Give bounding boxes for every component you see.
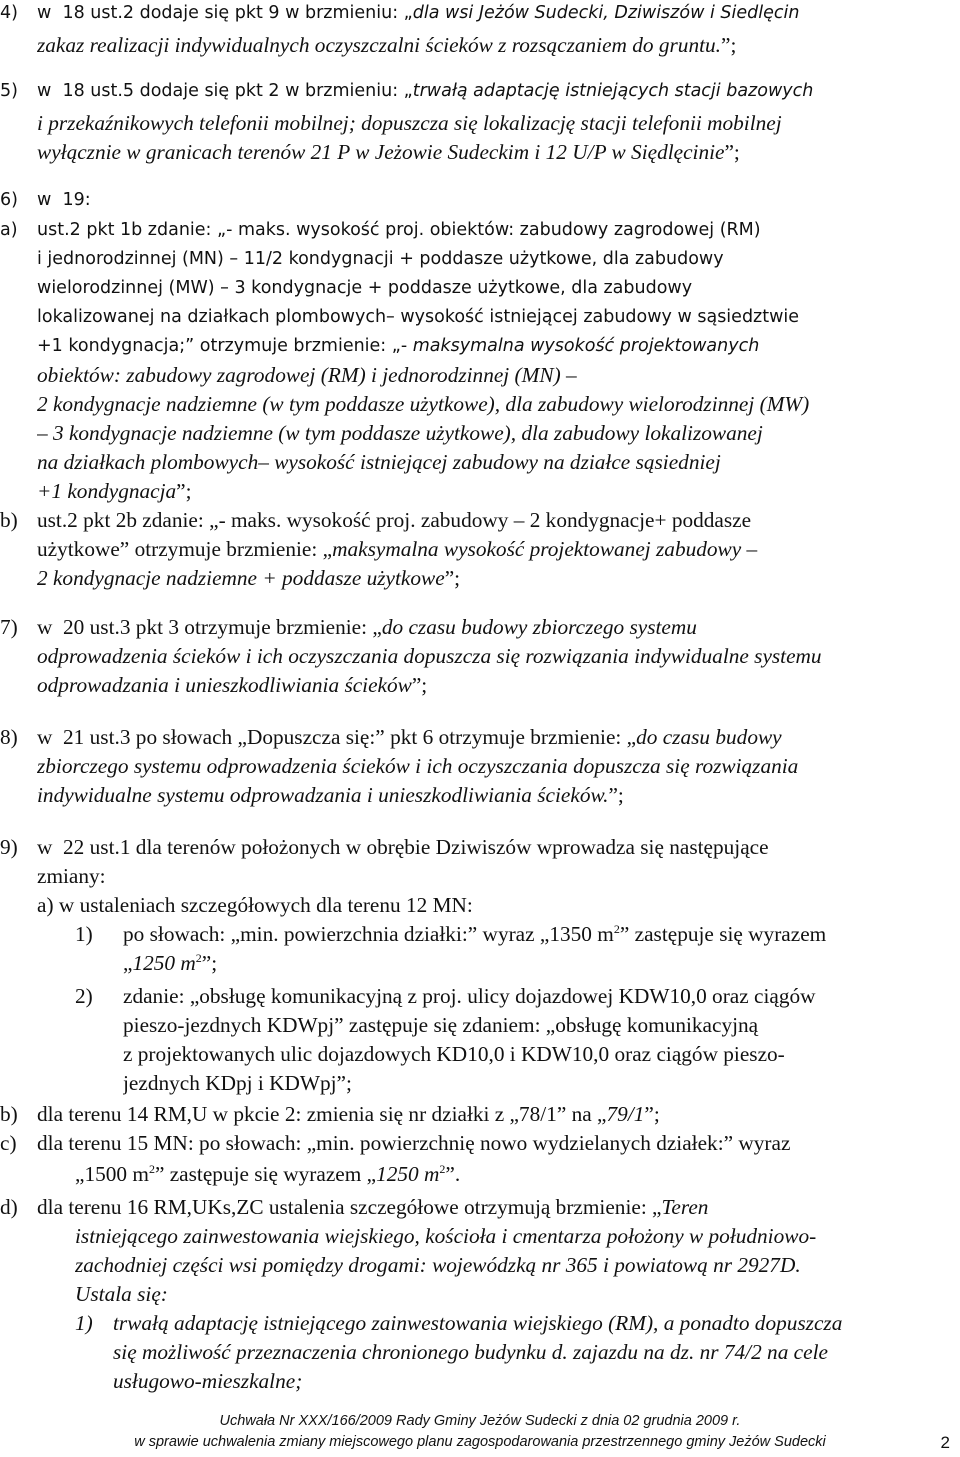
item-7-line-3: [37, 672, 958, 699]
item-9d1-line-2: [113, 1339, 958, 1366]
item-6a-close: ”;: [176, 479, 192, 503]
item-9a2-line-1: [75, 983, 958, 1010]
item-7-number: 7): [0, 615, 18, 639]
item-4-text: w 18 ust.2 dodaje się pkt 9 w brzmieniu: „: [37, 3, 413, 23]
item-6a-text-1: ust.2 pkt 1b zdanie: „- maks. wysokość proj. obiektów: zabudowy zagrodowej (RM): [37, 220, 761, 240]
item-9d-quote: Teren: [661, 1195, 709, 1219]
item-6a-line-8: [37, 420, 958, 447]
item-9-text: w 22 ust.1 dla terenów położonych w obrębie Dziwiszów wprowadza się następujące: [37, 835, 769, 859]
item-9a1-line-2: [123, 950, 958, 977]
footer-line-2: w sprawie uchwalenia zmiany miejscowego planu zagospodarowania przestrzennego gminy Jeżów Sudecki: [134, 1434, 826, 1450]
item-9a2-text-1: zdanie: „obsługę komunikacyjną z proj. ulicy dojazdowej KDW10,0 oraz ciągów: [123, 984, 816, 1008]
item-9c-sup-2: 2: [439, 1161, 446, 1176]
item-9d-label: d): [0, 1195, 18, 1219]
item-9a1-text-b: ” zastępuje się wyrazem: [619, 922, 827, 946]
item-7-text: w 20 ust.3 pkt 3 otrzymuje brzmienie: „: [37, 615, 382, 639]
item-6b-text-2: użytkowe” otrzymuje brzmienie: „: [37, 537, 333, 561]
item-9a2-number: 2): [75, 984, 93, 1008]
item-9d-quote-4: Ustala się:: [75, 1282, 168, 1306]
item-5-quote-3: wyłącznie w granicach terenów 21 P w Jeżowie Sudeckim i 12 U/P w Siędlęcinie: [37, 140, 725, 164]
item-9d-quote-3: zachodniej części wsi pomiędzy drogami: wojewódzką nr 365 i powiatową nr 2927D.: [75, 1253, 801, 1277]
item-9b-close: ”;: [644, 1102, 660, 1126]
item-9d-line-4: [75, 1281, 958, 1308]
item-4-quote-cont: zakaz realizacji indywidualnych oczyszczalni ścieków z rozsączaniem do gruntu.: [37, 33, 721, 57]
item-6a-label: a): [0, 220, 18, 240]
item-9-number: 9): [0, 835, 18, 859]
item-9b-line: [0, 1101, 958, 1128]
item-8-text: w 21 ust.3 po słowach „Dopuszcza się:” pkt 6 otrzymuje brzmienie: „: [37, 725, 637, 749]
item-6a-line-10: [37, 478, 958, 505]
item-6a-quote-10: +1 kondygnacja: [37, 479, 177, 503]
page-footer: [0, 1411, 960, 1453]
item-7-line-2: [37, 643, 958, 670]
item-7-quote-3: odprowadzania i unieszkodliwiania ścieków: [37, 673, 412, 697]
item-5-text: w 18 ust.5 dodaje się pkt 2 w brzmieniu: „: [37, 81, 413, 101]
item-9d1-line-1: [75, 1310, 958, 1337]
item-9a1-quote-sup: 2: [195, 950, 202, 965]
item-6a-line-9: [37, 449, 958, 476]
item-6b-text-1: ust.2 pkt 2b zdanie: „- maks. wysokość proj. zabudowy – 2 kondygnacje+ poddasze: [37, 508, 752, 532]
item-7-line-1: [0, 614, 958, 641]
item-9b-quote: 79/1: [606, 1102, 645, 1126]
item-9d-line-3: [75, 1252, 958, 1279]
item-8-line-1: [0, 724, 958, 751]
item-9d1-text-1: trwałą adaptację istniejącego zainwestowania wiejskiego (RM), a ponadto dopuszcza: [113, 1311, 843, 1335]
item-6a-line-7: [37, 391, 958, 418]
item-4-line-2: [37, 32, 958, 59]
item-5-line-1: [0, 78, 958, 105]
item-9c-line-2: [75, 1161, 958, 1188]
item-6a-line-4: lokalizowanej na działkach plombowych– wysokość istniejącej zabudowy w sąsiedztwie: [37, 307, 800, 327]
item-9c-text-1: dla terenu 15 MN: po słowach: „min. powierzchnię nowo wydzielanych działek:” wyraz: [37, 1131, 791, 1155]
item-9c-label: c): [0, 1131, 17, 1155]
item-6b-close: ”;: [444, 566, 461, 590]
item-5-close: ”;: [724, 140, 740, 164]
item-9d1-line-3: [113, 1368, 958, 1395]
item-6a-quote-9: na działkach plombowych– wysokość istniejącej zabudowy na działce sąsiedniej: [37, 450, 721, 474]
item-6-number: 6): [0, 190, 18, 210]
item-4-line-1: [0, 0, 958, 27]
item-7-quote: do czasu budowy zbiorczego systemu: [381, 615, 697, 639]
item-9a1-text-a: po słowach: „min. powierzchnia działki:” wyraz „1350 m: [123, 922, 614, 946]
item-9c-close: ”.: [445, 1162, 461, 1186]
item-9d1-text-2: się możliwość przeznaczenia chronionego budynku d. zajazdu na dz. nr 74/2 na cele: [113, 1340, 828, 1364]
item-9a2-line-3: z projektowanych ulic dojazdowych KD10,0 i KDW10,0 oraz ciągów pieszo-: [123, 1042, 785, 1066]
item-9a1-open: „: [123, 951, 133, 975]
item-6b-quote-3: 2 kondygnacje nadziemne + poddasze użytkowe: [37, 566, 445, 590]
item-9a2-line-4: jezdnych KDpj i KDWpj”;: [123, 1071, 352, 1095]
item-9d-line-1: [0, 1194, 958, 1221]
item-9a1-line-1: [75, 921, 958, 948]
item-8-quote: do czasu budowy: [636, 725, 782, 749]
item-6b-line-1: [0, 507, 958, 534]
item-6a-quote-8: – 3 kondygnacje nadziemne (w tym poddasze użytkowe), dla zabudowy lokalizowanej: [37, 421, 763, 445]
item-9b-label: b): [0, 1102, 18, 1126]
item-8-number: 8): [0, 725, 18, 749]
item-9d1-text-3: usługowo-mieszkalne;: [113, 1369, 303, 1393]
item-9b-text: dla terenu 14 RM,U w pkcie 2: zmienia się nr działki z „78/1” na „: [37, 1102, 607, 1126]
item-6a-line-5: [37, 333, 958, 360]
item-9a1-close: ”;: [201, 951, 218, 975]
item-9a1-number: 1): [75, 922, 93, 946]
item-9-line-2: zmiany:: [37, 864, 106, 888]
item-5-quote: trwałą adaptację istniejących stacji bazowych: [412, 81, 814, 101]
item-6b-label: b): [0, 508, 18, 532]
item-9-line-1: [0, 834, 958, 861]
item-9d-line-2: [75, 1223, 958, 1250]
item-8-line-3: [37, 782, 958, 809]
page-number: 2: [940, 1433, 950, 1452]
item-6-title: w 19:: [37, 190, 91, 210]
item-6a-quote-6: obiektów: zabudowy zagrodowej (RM) i jednorodzinnej (MN) –: [37, 363, 577, 387]
item-6a-line-1: [0, 217, 958, 244]
footer-line-1: Uchwała Nr XXX/166/2009 Rady Gminy Jeżów Sudecki z dnia 02 grudnia 2009 r.: [219, 1413, 741, 1429]
item-6a-line-2: i jednorodzinnej (MN) – 11/2 kondygnacji + poddasze użytkowe, dla zabudowy: [37, 249, 724, 269]
item-9c-text-a: „1500 m: [75, 1162, 149, 1186]
item-5-line-3: [37, 139, 958, 166]
item-7-quote-2: odprowadzenia ścieków i ich oczyszczania dopuszcza się rozwiązania indywidualne systemu: [37, 644, 822, 668]
item-6a-line-3: wielorodzinnej (MW) – 3 kondygnacje + poddasze użytkowe, dla zabudowy: [37, 278, 693, 298]
item-8-quote-3: indywidualne systemu odprowadzania i unieszkodliwiania ścieków.: [37, 783, 609, 807]
item-6a-quote-5: maksymalna wysokość projektowanych: [412, 336, 760, 356]
item-6-head: [0, 187, 958, 214]
item-8-line-2: [37, 753, 958, 780]
item-5-quote-2: i przekaźnikowych telefonii mobilnej; dopuszcza się lokalizację stacji telefonii mobilnej: [37, 111, 782, 135]
item-4-number: 4): [0, 3, 18, 23]
item-7-close: ”;: [411, 673, 428, 697]
item-6a-line-6: [37, 362, 958, 389]
item-8-close: ”;: [608, 783, 624, 807]
item-9a1-quote: 1250 m: [132, 951, 196, 975]
item-9a2-line-2: pieszo-jezdnych KDWpj” zastępuje się zdaniem: „obsługę komunikacyjną: [123, 1013, 759, 1037]
item-6b-line-3: [37, 565, 958, 592]
item-9c-quote: 1250 m: [376, 1162, 440, 1186]
item-6b-line-2: [37, 536, 958, 563]
item-6a-quote-7: 2 kondygnacje nadziemne (w tym poddasze użytkowe), dla zabudowy wielorodzinnej (MW): [37, 392, 810, 416]
item-9c-text-b: ” zastępuje się wyrazem „: [154, 1162, 377, 1186]
item-9d-quote-2: istniejącego zainwestowania wiejskiego, kościoła i cmentarza położony w południowo-: [75, 1224, 817, 1248]
item-4-quote: dla wsi Jeżów Sudecki, Dziwiszów i Siedlęcin: [412, 3, 800, 23]
item-4-close: ”;: [721, 33, 737, 57]
item-9c-line-1: [0, 1130, 958, 1157]
item-5-line-2: [37, 110, 958, 137]
item-6b-quote-2: maksymalna wysokość projektowanej zabudowy –: [332, 537, 758, 561]
item-8-quote-2: zbiorczego systemu odprowadzenia ścieków i ich oczyszczania dopuszcza się rozwiązania: [37, 754, 799, 778]
item-9d1-number: 1): [75, 1311, 93, 1335]
item-9a1-sup: 2: [613, 921, 620, 936]
item-5-number: 5): [0, 81, 18, 101]
item-6a-text-5: +1 kondygnacja;” otrzymuje brzmienie: „-: [37, 336, 413, 356]
item-9c-sup: 2: [148, 1161, 155, 1176]
item-9d-text: dla terenu 16 RM,UKs,ZC ustalenia szczegółowe otrzymują brzmienie: „: [37, 1195, 662, 1219]
item-9a-head: a) w ustaleniach szczegółowych dla terenu 12 MN:: [37, 893, 473, 917]
